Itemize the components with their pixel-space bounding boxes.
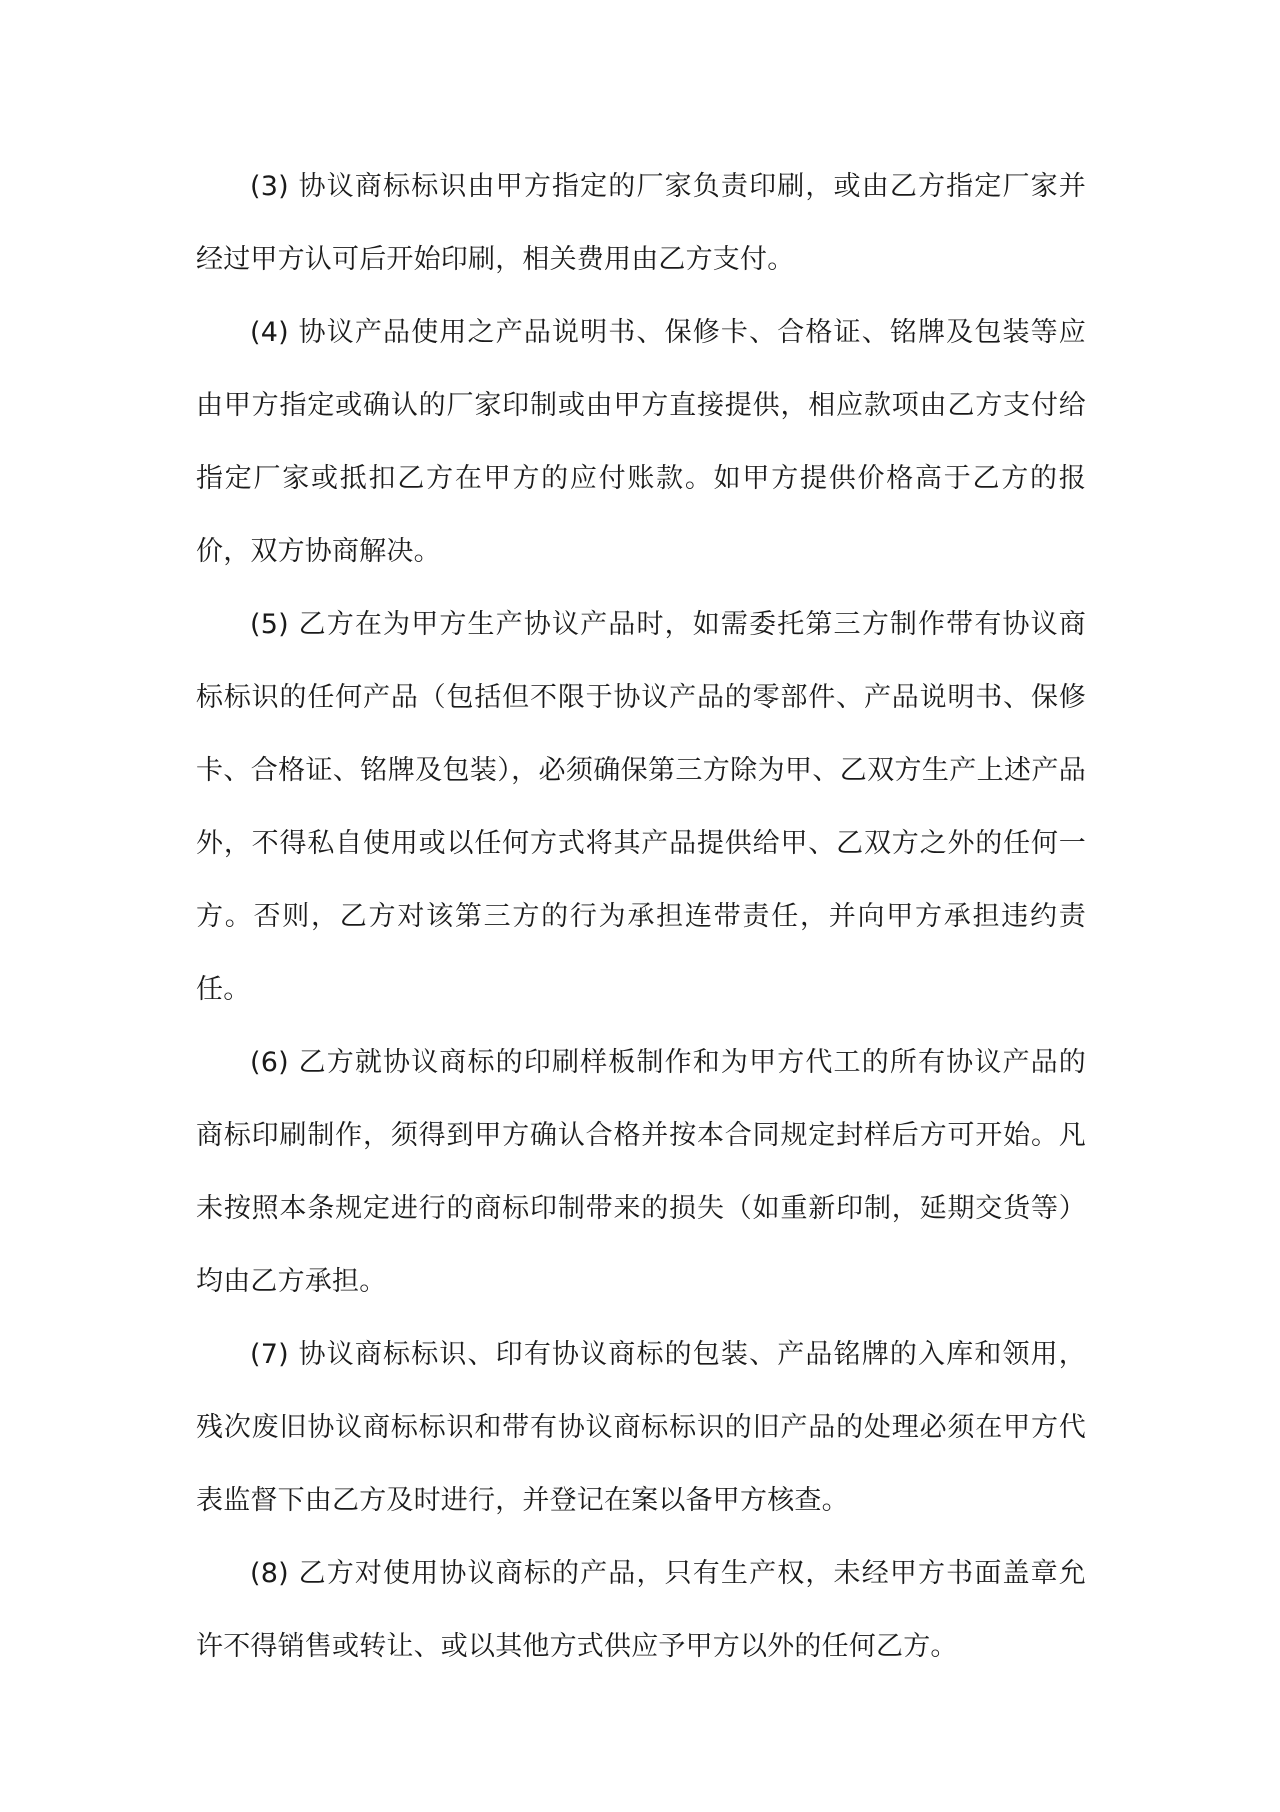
document-body xyxy=(196,150,1086,1683)
clause-3-paragraph: (3) 协议商标标识由甲方指定的厂家负责印刷，或由乙方指定厂家并经过甲方认可后开始印刷，相关费用由乙方支付。 xyxy=(196,171,1086,275)
clause-5-paragraph: (5) 乙方在为甲方生产协议产品时，如需委托第三方制作带有协议商标标识的任何产品（包括但不限于协议产品的零部件、产品说明书、保修卡、合格证、铭牌及包装），必须确保第三方除为甲、乙双方生产上述产品外，不得私自使用或以任何方式将其产品提供给甲、乙双方之外的任何一方。否则，乙方对该第三方的行为承担连带责任，并向甲方承担违约责任。 xyxy=(196,609,1086,1005)
clause-6-paragraph: (6) 乙方就协议商标的印刷样板制作和为甲方代工的所有协议产品的商标印刷制作，须得到甲方确认合格并按本合同规定封样后方可开始。凡未按照本条规定进行的商标印制带来的损失（如重新印制，延期交货等）均由乙方承担。 xyxy=(196,1047,1086,1297)
clause-7-paragraph: (7) 协议商标标识、印有协议商标的包装、产品铭牌的入库和领用，残次废旧协议商标标识和带有协议商标标识的旧产品的处理必须在甲方代表监督下由乙方及时进行，并登记在案以备甲方核查。 xyxy=(196,1339,1086,1516)
clause-8-paragraph: (8) 乙方对使用协议商标的产品，只有生产权，未经甲方书面盖章允许不得销售或转让、或以其他方式供应予甲方以外的任何乙方。 xyxy=(196,1558,1086,1662)
clause-4-paragraph: (4) 协议产品使用之产品说明书、保修卡、合格证、铭牌及包装等应由甲方指定或确认的厂家印制或由甲方直接提供，相应款项由乙方支付给指定厂家或抵扣乙方在甲方的应付账款。如甲方提供价格高于乙方的报价，双方协商解决。 xyxy=(196,317,1086,567)
